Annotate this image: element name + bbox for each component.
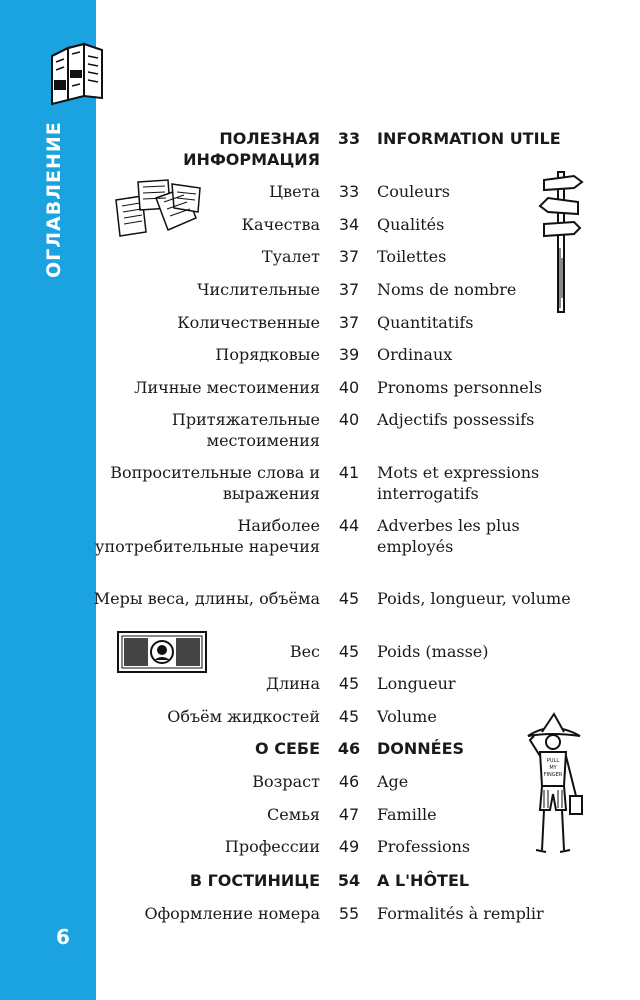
toc-fr-title: Noms de nombre (377, 280, 517, 299)
toc-ru-title: О СЕБЕ (255, 739, 320, 758)
toc-ru-title: Длина (265, 674, 320, 693)
toc-page-number: 47 (338, 805, 360, 824)
toc-page-number: 54 (337, 871, 361, 890)
toc-ru-title: Порядковые (215, 345, 320, 364)
toc-fr-title: Formalités à remplir (377, 904, 544, 923)
toc-fr-title: Adjectifs possessifs (377, 410, 535, 429)
toc-page-number: 45 (338, 707, 360, 726)
toc-page-number: 37 (338, 280, 360, 299)
toc-page-number: 33 (337, 129, 361, 148)
toc-ru-title: В ГОСТИНИЦЕ (189, 871, 320, 890)
toc-ru-title: Личные местоимения (134, 378, 320, 397)
toc-page-number: 39 (338, 345, 360, 364)
sidebar-title: ОГЛАВЛЕНИЕ (43, 121, 65, 278)
toc-fr-title: Couleurs (377, 182, 450, 201)
toc-fr-title: Volume (377, 707, 437, 726)
toc-page-number: 46 (337, 739, 361, 758)
toc-ru-title: Наиболее употребительные наречия (95, 516, 320, 556)
toc-page-number: 40 (338, 378, 360, 397)
toc-fr-title: Ordinaux (377, 345, 453, 364)
toc-page-number: 46 (338, 772, 360, 791)
toc-ru-title: Числительные (197, 280, 320, 299)
toc-fr-title: Quantitatifs (377, 313, 474, 332)
toc-ru-title: Вес (289, 642, 320, 661)
toc-ru-title: Цвета (269, 182, 320, 201)
toc-ru-title: Возраст (252, 772, 320, 791)
toc-page-number: 40 (338, 410, 360, 429)
toc-ru-title: Качества (241, 215, 320, 234)
toc-page-number: 34 (338, 215, 360, 234)
toc-fr-title: Professions (377, 837, 471, 856)
svg-text:FINGER: FINGER (543, 772, 563, 778)
toc-page-number: 45 (338, 642, 360, 661)
toc-ru-title: Притяжательные местоимения (171, 410, 320, 450)
toc-fr-title: Poids, longueur, volume (377, 589, 571, 608)
toc-ru-title: Семья (267, 805, 320, 824)
toc-ru-title: ПОЛЕЗНАЯ ИНФОРМАЦИЯ (183, 129, 320, 169)
toc-ru-title: Меры веса, длины, объёма (93, 589, 320, 608)
toc-fr-title: Pronoms personnels (377, 378, 543, 397)
toc-fr-title: INFORMATION UTILE (377, 129, 561, 148)
toc-ru-title: Оформление номера (144, 904, 320, 923)
toc-page-number: 55 (338, 904, 360, 923)
toc-fr-title: Adverbes les plus employés (377, 516, 520, 556)
svg-text:MY: MY (549, 765, 557, 771)
toc-fr-title: Longueur (377, 674, 456, 693)
toc-page-number: 33 (338, 182, 360, 201)
toc-ru-title: Количественные (177, 313, 320, 332)
page-number: 6 (56, 925, 70, 949)
toc-fr-title: Toilettes (377, 247, 447, 266)
toc-fr-title: DONNÉES (377, 739, 465, 758)
toc-fr-title: A L'HÔTEL (377, 871, 470, 890)
toc-ru-title: Профессии (224, 837, 320, 856)
toc-ru-title: Объём жидкостей (167, 707, 320, 726)
toc-fr-title: Poids (masse) (377, 642, 489, 661)
toc-page-number: 37 (338, 313, 360, 332)
toc-page-number: 41 (338, 463, 360, 482)
toc-ru-title: Туалет (261, 247, 320, 266)
toc-page-number: 45 (338, 674, 360, 693)
svg-text:PULL: PULL (546, 758, 560, 764)
toc-page-number: 44 (338, 516, 360, 535)
toc-fr-title: Age (377, 772, 409, 791)
toc-page-number: 37 (338, 247, 360, 266)
toc-page-number: 45 (338, 589, 360, 608)
toc-page-number: 49 (338, 837, 360, 856)
toc-ru-title: Вопросительные слова и выражения (110, 463, 320, 503)
toc-fr-title: Qualités (377, 215, 445, 234)
toc-fr-title: Famille (377, 805, 437, 824)
toc-fr-title: Mots et expressions interrogatifs (377, 463, 540, 503)
